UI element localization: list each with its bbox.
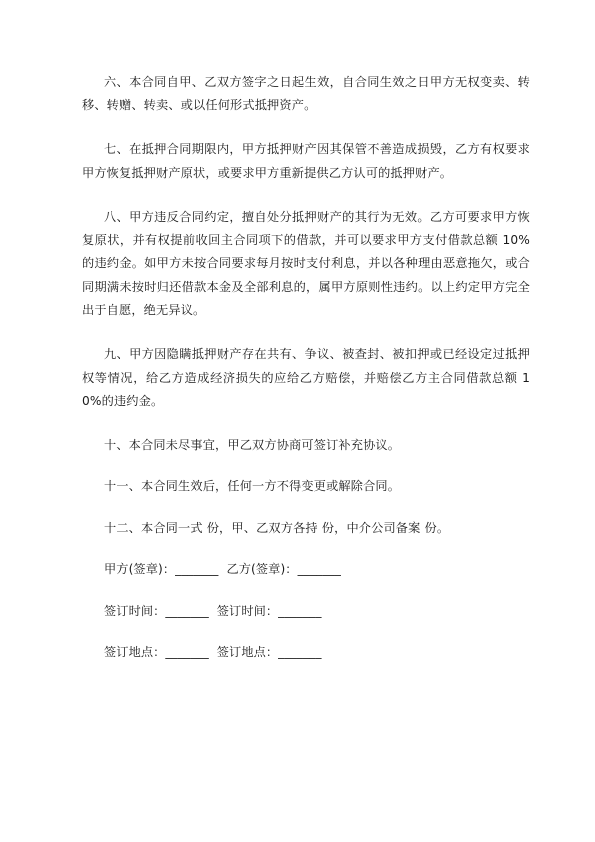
clause-11: 十一、本合同生效后，任何一方不得变更或解除合同。 <box>104 479 401 494</box>
clause-10: 十、本合同未尽事宜，甲乙双方协商可签订补充协议。 <box>104 437 401 452</box>
clause-9: 九、甲方因隐瞒抵押财产存在共有、争议、被查封、被扣押或已经设定过抵押权等情况，给乙方造成经济损失的应给乙方赔偿，并赔偿乙方主合同借款总额 10%的违约金。 <box>82 347 530 408</box>
clause-6: 六、本合同自甲、乙双方签字之日起生效，自合同生效之日甲方无权变卖、转移、转赠、转卖、或以任何形式抵押资产。 <box>82 75 530 113</box>
signature-place-line: 签订地点：_______ 签订地点：_______ <box>104 644 322 659</box>
contract-body <box>82 71 530 682</box>
clause-7: 七、在抵押合同期限内，甲方抵押财产因其保管不善造成损毁，乙方有权要求甲方恢复抵押财产原状，或要求甲方重新提供乙方认可的抵押财产。 <box>82 142 530 180</box>
clause-8: 八、甲方违反合同约定，擅自处分抵押财产的其行为无效。乙方可要求甲方恢复原状，并有权提前收回主合同项下的借款，并可以要求甲方支付借款总额 10%的违约金。如甲方未按合同要求每月按时支付利息，并以各种理由恶意拖欠，或合同期满未按时归还借款本金及全部利息的，属甲方原则性违约。以上约定甲方完全出于自愿，绝无异议。 <box>82 209 530 318</box>
signature-date-line: 签订时间：_______ 签订时间：_______ <box>104 603 322 618</box>
signature-parties-line: 甲方(签章)：_______ 乙方(签章)：_______ <box>104 562 341 577</box>
clause-12: 十二、本合同一式 份，甲、乙双方各持 份，中介公司备案 份。 <box>104 520 450 535</box>
